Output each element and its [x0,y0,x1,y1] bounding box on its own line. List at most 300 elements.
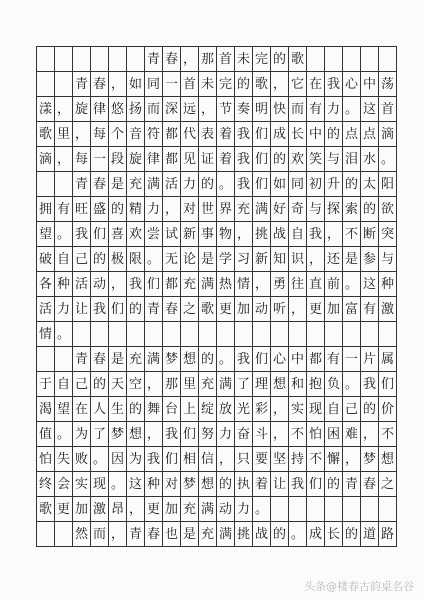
grid-cell: 同 [145,72,163,97]
grid-cell: 心 [271,347,289,372]
grid-cell: 论 [181,247,199,272]
grid-cell: 的 [127,397,145,422]
grid-cell: 的 [235,72,253,97]
grid-cell: 充 [235,197,253,222]
grid-cell: 放 [217,397,235,422]
grid-cell: 突 [379,222,397,247]
grid-cell: 。 [109,472,127,497]
grid-cell: 们 [181,422,199,447]
grid-cell [91,47,109,72]
grid-cell: 望 [55,397,73,422]
grid-cell: 对 [181,197,199,222]
grid-cell: 困 [325,422,343,447]
grid-cell: 台 [163,397,181,422]
grid-cell: ， [289,297,307,322]
grid-cell: 动 [217,497,235,522]
grid-cell: 歌 [37,497,55,522]
grid-cell: 上 [181,397,199,422]
grid-cell: 我 [361,372,379,397]
grid-cell: 是 [343,247,361,272]
grid-cell: 完 [253,47,271,72]
grid-cell: 那 [199,47,217,72]
grid-cell: 好 [271,197,289,222]
grid-cell: 点 [361,122,379,147]
grid-cell: 里 [181,372,199,397]
grid-cell: 充 [199,372,217,397]
grid-cell: 梦 [361,447,379,472]
grid-cell: 青 [145,47,163,72]
grid-cell: 成 [307,522,325,547]
grid-cell: 直 [307,272,325,297]
grid-cell [307,322,325,347]
grid-cell: ， [235,222,253,247]
grid-cell [127,47,145,72]
grid-cell: 每 [91,122,109,147]
grid-cell: 表 [199,122,217,147]
grid-cell: 着 [217,147,235,172]
grid-cell: 我 [163,422,181,447]
grid-cell: 欲 [379,197,397,222]
grid-cell: 加 [73,497,91,522]
grid-cell: 们 [253,122,271,147]
grid-cell: 。 [253,497,271,522]
grid-cell [37,47,55,72]
grid-cell [109,322,127,347]
grid-cell: 荡 [379,72,397,97]
grid-cell [325,497,343,522]
grid-cell: 现 [91,472,109,497]
grid-cell: 之 [379,472,397,497]
grid-cell: 让 [271,472,289,497]
grid-cell: ， [109,72,127,97]
grid-cell: 动 [253,297,271,322]
grid-cell: 的 [361,197,379,222]
grid-cell: 战 [271,222,289,247]
grid-cell: 里 [55,122,73,147]
grid-cell: 物 [217,222,235,247]
grid-cell: 战 [253,522,271,547]
grid-cell: 满 [199,272,217,297]
grid-cell [37,347,55,372]
grid-cell: 的 [109,197,127,222]
grid-cell: 抱 [307,372,325,397]
grid-cell: 种 [145,472,163,497]
grid-cell: 还 [325,247,343,272]
grid-cell: 升 [325,172,343,197]
grid-cell: 自 [55,372,73,397]
grid-cell [91,322,109,347]
grid-cell: 们 [379,372,397,397]
grid-cell: 试 [163,222,181,247]
grid-cell: 我 [235,347,253,372]
grid-cell: 充 [199,522,217,547]
grid-cell: 力 [235,497,253,522]
grid-cell: 。 [55,222,73,247]
grid-cell [289,322,307,347]
grid-cell: 了 [91,422,109,447]
grid-cell: 努 [199,422,217,447]
grid-cell: 都 [163,272,181,297]
grid-cell: 理 [253,372,271,397]
grid-cell: 事 [199,222,217,247]
grid-cell [361,47,379,72]
grid-cell: 人 [91,397,109,422]
grid-cell: 。 [343,272,361,297]
grid-cell [307,47,325,72]
grid-cell: 斗 [253,422,271,447]
grid-cell: 快 [271,97,289,122]
grid-cell [37,72,55,97]
grid-cell: 证 [199,147,217,172]
grid-cell: 滴 [379,122,397,147]
grid-cell: 望 [37,222,55,247]
grid-cell: 加 [235,297,253,322]
grid-cell: 我 [91,297,109,322]
grid-cell: 怕 [37,447,55,472]
grid-cell: 首 [181,72,199,97]
grid-cell: 会 [55,472,73,497]
grid-cell: 漾 [37,97,55,122]
grid-cell: 们 [307,472,325,497]
grid-cell: 如 [271,172,289,197]
grid-cell: 我 [235,147,253,172]
grid-cell: 想 [127,422,145,447]
grid-cell: 让 [73,297,91,322]
grid-cell: 欢 [289,147,307,172]
grid-cell: 实 [73,472,91,497]
grid-cell: 力 [181,172,199,197]
grid-cell: 。 [217,347,235,372]
grid-cell: 是 [109,347,127,372]
grid-cell: 昂 [109,497,127,522]
grid-cell: 力 [217,422,235,447]
grid-cell: 这 [127,472,145,497]
grid-cell [55,347,73,372]
grid-cell: ， [253,272,271,297]
grid-cell: 喜 [109,222,127,247]
grid-cell: 的 [361,397,379,422]
grid-cell: 负 [325,372,343,397]
grid-cell: 渴 [37,397,55,422]
grid-cell: 败 [73,447,91,472]
grid-cell: 律 [91,97,109,122]
grid-cell: 往 [289,272,307,297]
grid-cell: 勇 [271,272,289,297]
grid-cell: 太 [361,172,379,197]
grid-cell [361,497,379,522]
grid-cell: 青 [343,472,361,497]
grid-cell: 节 [217,97,235,122]
grid-cell: 世 [199,197,217,222]
grid-cell: ， [307,247,325,272]
grid-cell: 活 [37,297,55,322]
grid-cell: 的 [271,147,289,172]
grid-cell: 初 [307,172,325,197]
grid-cell: 为 [127,447,145,472]
grid-cell: 与 [307,197,325,222]
grid-cell [289,497,307,522]
grid-cell [127,322,145,347]
grid-cell: 天 [109,372,127,397]
grid-cell [343,497,361,522]
grid-cell: 情 [37,322,55,347]
grid-cell: 有 [361,297,379,322]
grid-cell: 奋 [235,422,253,447]
grid-cell: 春 [91,347,109,372]
grid-cell: 激 [379,297,397,322]
grid-cell: 活 [163,172,181,197]
grid-cell: 们 [253,347,271,372]
grid-cell: 索 [343,197,361,222]
grid-cell: 律 [145,147,163,172]
grid-cell: 加 [325,297,343,322]
grid-cell: 春 [361,472,379,497]
grid-cell: 舞 [145,397,163,422]
grid-cell: 不 [289,422,307,447]
grid-cell: 的 [271,522,289,547]
grid-cell: 习 [235,247,253,272]
grid-cell: 水 [361,147,379,172]
grid-cell: 更 [55,497,73,522]
grid-cell: 满 [199,497,217,522]
grid-cell: 的 [343,522,361,547]
grid-cell [379,47,397,72]
grid-cell [217,322,235,347]
grid-cell: 一 [163,72,181,97]
grid-cell: 们 [253,147,271,172]
grid-cell: 中 [307,122,325,147]
grid-cell: ， [55,147,73,172]
grid-cell: 想 [379,447,397,472]
grid-cell: 有 [325,347,343,372]
grid-cell: 生 [109,397,127,422]
grid-cell [271,497,289,522]
grid-cell [271,322,289,347]
grid-cell: 界 [217,197,235,222]
grid-cell: 信 [199,447,217,472]
grid-cell: 我 [73,222,91,247]
grid-cell: 旺 [73,197,91,222]
grid-cell: 这 [361,272,379,297]
grid-cell: 。 [343,372,361,397]
grid-cell [163,322,181,347]
grid-cell: 都 [163,122,181,147]
grid-cell: 坚 [271,447,289,472]
grid-cell: 们 [145,272,163,297]
grid-cell: 新 [253,247,271,272]
grid-cell: 有 [55,197,73,222]
grid-cell [253,322,271,347]
grid-cell: 挑 [253,222,271,247]
grid-cell: 值 [37,422,55,447]
grid-cell: 成 [271,122,289,147]
grid-cell [55,47,73,72]
grid-cell: 了 [235,372,253,397]
grid-cell: 怕 [307,422,325,447]
grid-cell: 完 [217,72,235,97]
grid-cell: 想 [271,372,289,397]
grid-cell: ， [271,397,289,422]
grid-cell: 实 [289,397,307,422]
grid-cell: ， [109,522,127,547]
grid-cell [55,72,73,97]
grid-cell: 更 [145,497,163,522]
grid-cell: 们 [91,222,109,247]
grid-cell: 盛 [91,197,109,222]
grid-cell: 青 [73,172,91,197]
grid-cell: 。 [289,522,307,547]
grid-cell: 的 [199,347,217,372]
grid-cell: 在 [73,397,91,422]
grid-cell [55,172,73,197]
grid-cell: ， [145,422,163,447]
grid-cell [37,172,55,197]
grid-cell: 识 [289,247,307,272]
grid-cell: 。 [343,97,361,122]
grid-cell: ， [109,272,127,297]
grid-cell: ， [361,422,379,447]
grid-cell: 的 [325,472,343,497]
grid-cell: 己 [343,397,361,422]
grid-cell: 而 [145,97,163,122]
grid-cell: 同 [289,172,307,197]
grid-cell: 拥 [37,197,55,222]
grid-cell: 每 [73,147,91,172]
grid-cell: 满 [217,372,235,397]
grid-cell: 的 [325,122,343,147]
grid-cell: 自 [325,397,343,422]
grid-cell: 符 [145,122,163,147]
grid-cell: 的 [127,297,145,322]
grid-cell: 笑 [307,147,325,172]
grid-cell: 代 [181,122,199,147]
grid-cell: 动 [91,272,109,297]
grid-cell: 不 [307,447,325,472]
grid-cell: 要 [253,447,271,472]
grid-cell: 首 [217,47,235,72]
grid-cell: 价 [379,397,397,422]
grid-cell: 充 [181,497,199,522]
grid-cell: ， [163,197,181,222]
grid-cell: 充 [181,272,199,297]
grid-cell: 参 [361,247,379,272]
grid-cell: ， [181,47,199,72]
grid-cell: 力 [145,197,163,222]
grid-cell: 深 [163,97,181,122]
grid-cell: 个 [109,122,127,147]
grid-cell: 活 [73,272,91,297]
grid-cell: 片 [361,347,379,372]
grid-cell: 只 [235,447,253,472]
grid-cell: 和 [289,372,307,397]
grid-cell: 与 [325,147,343,172]
grid-cell: 长 [325,522,343,547]
grid-cell: 探 [325,197,343,222]
grid-cell: 春 [145,522,163,547]
grid-cell: 泪 [343,147,361,172]
grid-cell: ， [55,97,73,122]
grid-cell: 首 [379,97,397,122]
grid-cell [109,47,127,72]
grid-cell: 远 [181,97,199,122]
grid-cell: 满 [253,197,271,222]
grid-cell: 挑 [235,522,253,547]
grid-cell: 扬 [127,97,145,122]
grid-cell: 激 [91,497,109,522]
grid-cell: 路 [379,522,397,547]
grid-cell: 歌 [199,297,217,322]
grid-cell: ， [73,122,91,147]
grid-cell: 。 [91,447,109,472]
grid-cell: 我 [325,72,343,97]
grid-cell: 在 [307,72,325,97]
grid-cell: 满 [217,522,235,547]
grid-cell: 有 [307,97,325,122]
grid-cell: 断 [361,222,379,247]
grid-cell: 知 [271,247,289,272]
grid-cell: 而 [91,522,109,547]
grid-cell: 现 [307,397,325,422]
grid-cell: 充 [127,172,145,197]
grid-cell: 都 [163,147,181,172]
grid-cell: 的 [91,247,109,272]
grid-cell [37,522,55,547]
grid-cell [343,47,361,72]
grid-cell: 们 [253,172,271,197]
grid-cell: 充 [127,347,145,372]
grid-cell: 。 [55,422,73,447]
grid-cell: 梦 [109,422,127,447]
grid-cell: 失 [55,447,73,472]
grid-cell: 阳 [379,172,397,197]
grid-cell: 道 [361,522,379,547]
grid-cell: 着 [217,122,235,147]
grid-cell: 加 [163,497,181,522]
grid-cell [307,497,325,522]
grid-cell: 们 [109,297,127,322]
grid-cell: 春 [163,47,181,72]
grid-cell [55,522,73,547]
grid-cell: 力 [55,297,73,322]
grid-cell: 为 [73,422,91,447]
manuscript-grid [36,46,397,547]
grid-cell: 青 [73,72,91,97]
grid-cell: 不 [379,422,397,447]
grid-cell: 持 [289,447,307,472]
grid-cell: 的 [217,472,235,497]
grid-cell: 青 [127,522,145,547]
grid-cell: 情 [235,272,253,297]
grid-cell: 执 [235,472,253,497]
grid-cell: 满 [145,172,163,197]
grid-cell: 力 [325,97,343,122]
grid-cell: ， [271,422,289,447]
grid-cell: 未 [199,72,217,97]
grid-cell: 更 [307,297,325,322]
grid-cell: 之 [181,297,199,322]
grid-cell: 绽 [199,397,217,422]
grid-cell: 自 [289,222,307,247]
grid-cell [361,322,379,347]
grid-cell: 旋 [73,97,91,122]
grid-cell: 而 [289,97,307,122]
grid-cell: 然 [73,522,91,547]
grid-cell: 如 [127,72,145,97]
grid-cell: 段 [109,147,127,172]
grid-cell: 富 [343,297,361,322]
grid-cell: 它 [289,72,307,97]
grid-cell: 。 [379,147,397,172]
